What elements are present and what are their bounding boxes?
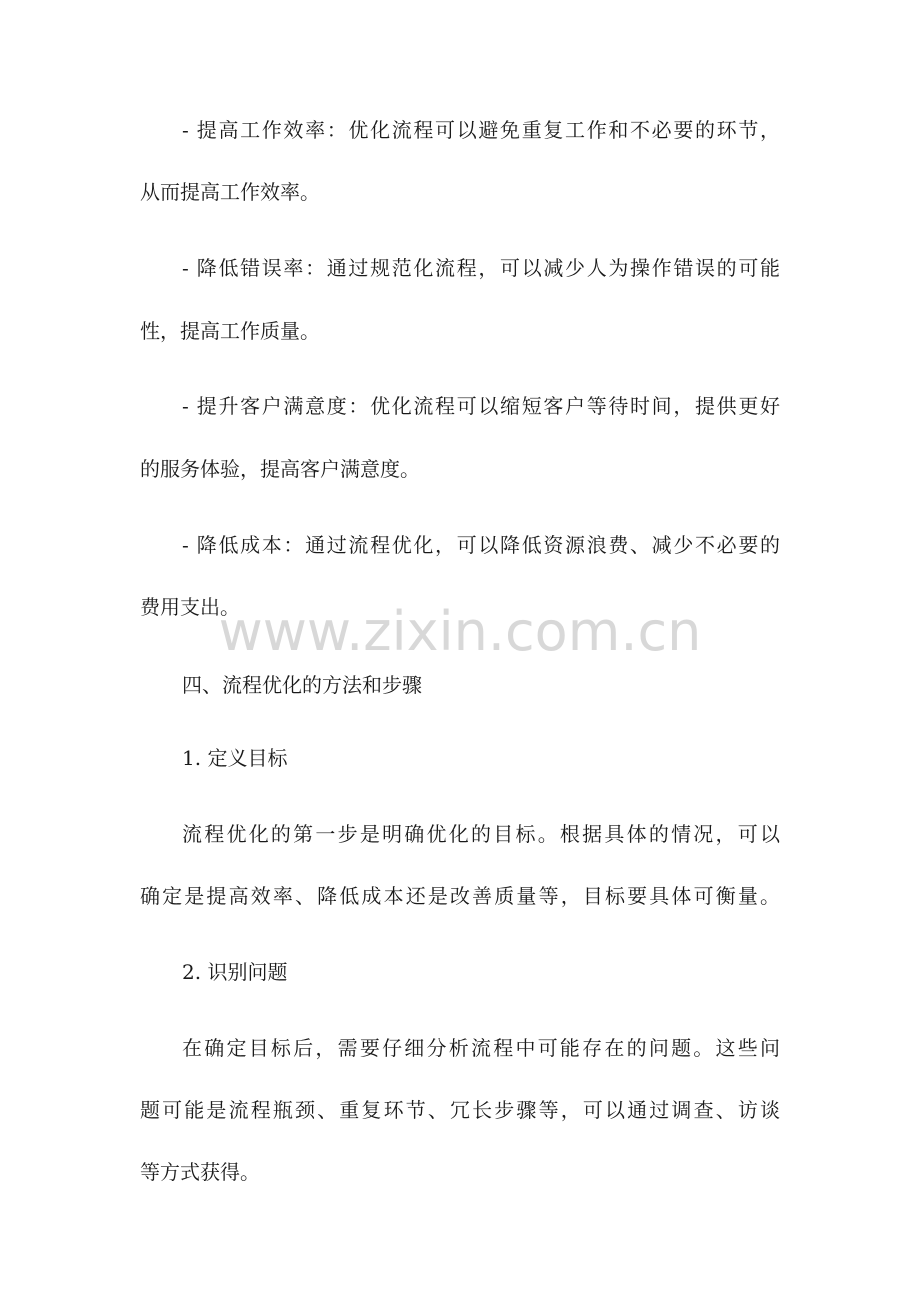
step-1-body-line-2: 确定是提高效率、降低成本还是改善质量等，目标要具体可衡量。 [140,884,780,908]
watermark: www.zixin.com.cn [218,600,702,663]
paragraph-2-line-2: 性，提高工作质量。 [140,319,320,343]
step-2-body-line-1: 在确定目标后，需要仔细分析流程中可能存在的问题。这些问 [182,1036,780,1060]
step-1-heading: 1. 定义目标 [182,746,288,770]
step-2-heading: 2. 识别问题 [182,960,288,984]
paragraph-1-line-2: 从而提高工作效率。 [140,180,320,204]
step-1-body-line-1: 流程优化的第一步是明确优化的目标。根据具体的情况，可以 [182,822,780,846]
step-2-body-line-2: 题可能是流程瓶颈、重复环节、冗长步骤等，可以通过调查、访谈 [140,1098,780,1122]
step-2-body-line-3: 等方式获得。 [140,1160,260,1184]
section-heading: 四、流程优化的方法和步骤 [182,673,422,697]
paragraph-4-line-1: - 降低成本：通过流程优化，可以降低资源浪费、减少不必要的 [182,533,780,557]
paragraph-4-line-2: 费用支出。 [140,595,240,619]
paragraph-1-line-1: - 提高工作效率：优化流程可以避免重复工作和不必要的环节， [182,118,780,142]
paragraph-2-line-1: - 降低错误率：通过规范化流程，可以减少人为操作错误的可能 [182,256,780,280]
paragraph-3-line-2: 的服务体验，提高客户满意度。 [140,457,420,481]
paragraph-3-line-1: - 提升客户满意度：优化流程可以缩短客户等待时间，提供更好 [182,394,780,418]
